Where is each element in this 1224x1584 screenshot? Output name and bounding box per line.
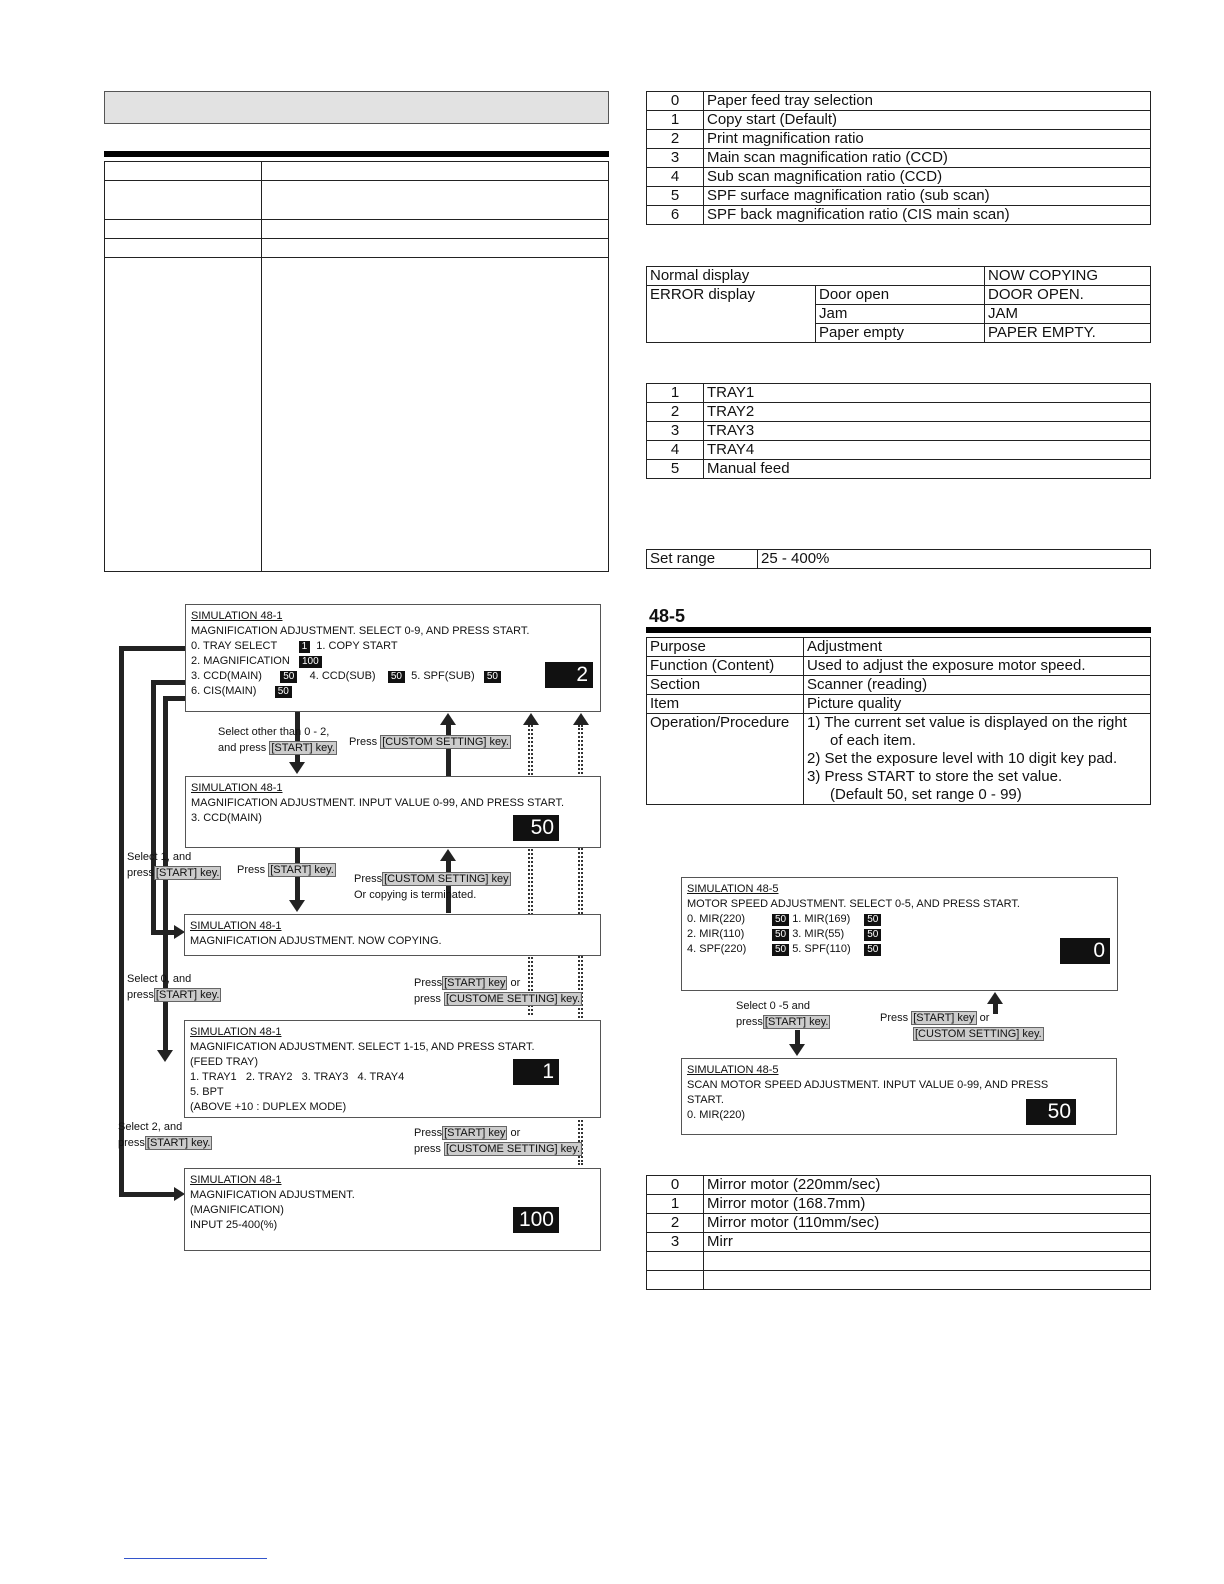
row-description: Print magnification ratio	[704, 130, 1151, 149]
screen-line: 0. MIR(220)	[687, 1109, 746, 1121]
value-badge: 100	[299, 656, 322, 668]
menu-row	[687, 912, 1112, 927]
row-description: TRAY4	[704, 441, 1151, 460]
error-name: Door open	[816, 286, 985, 305]
menu-item: 5. SPF(110)	[792, 943, 851, 955]
info-value: Adjustment	[804, 638, 1151, 657]
row-description: Main scan magnification ratio (CCD)	[704, 149, 1151, 168]
motor-table	[646, 1175, 1151, 1290]
screen-line: START.	[687, 1094, 724, 1106]
info-label: Item	[647, 695, 804, 714]
screen-title: SIMULATION 48-1	[191, 782, 283, 794]
tray-row	[647, 441, 1151, 460]
screen-line: (MAGNIFICATION)	[190, 1204, 284, 1216]
value-badge: 50	[772, 914, 789, 926]
sim48-1-screen-copying	[184, 914, 601, 956]
motor-row	[647, 1176, 1151, 1195]
note-press-custom: Press [CUSTOM SETTING] key.	[349, 736, 509, 748]
normal-display-value: NOW COPYING	[985, 267, 1151, 286]
screen-title: SIMULATION 48-1	[190, 920, 282, 932]
row-description: TRAY2	[704, 403, 1151, 422]
row-description	[704, 1252, 1151, 1271]
error-message: PAPER EMPTY.	[985, 324, 1151, 343]
screen-line: MAGNIFICATION ADJUSTMENT. NOW COPYING.	[190, 935, 442, 947]
menu-row	[687, 927, 1112, 942]
value-badge: 50	[388, 671, 405, 683]
note-select-other: Select other than 0 - 2, and press [START] key.	[218, 726, 335, 754]
row-description: Mirror motor (168.7mm)	[704, 1195, 1151, 1214]
info-row	[647, 695, 1151, 714]
screen-line: 1. TRAY1 2. TRAY2 3. TRAY3 4. TRAY4	[190, 1071, 405, 1083]
row-description: TRAY3	[704, 422, 1151, 441]
screen-title: SIMULATION 48-5	[687, 883, 779, 895]
item-cis-main: 6. CIS(MAIN)	[191, 685, 257, 697]
row-description: Mirr	[704, 1233, 1151, 1252]
error-name: Jam	[816, 305, 985, 324]
display-value: 1	[513, 1059, 559, 1085]
row-description: TRAY1	[704, 384, 1151, 403]
row-number: 0	[647, 1176, 704, 1195]
menu-item: 1. MIR(169)	[792, 913, 851, 925]
info-row	[647, 638, 1151, 657]
mode-row	[647, 187, 1151, 206]
item-copy-start: 1. COPY START	[316, 640, 398, 652]
arrow-down-icon	[789, 1044, 805, 1056]
screen-line: MOTOR SPEED ADJUSTMENT. SELECT 0-5, AND PRESS START.	[687, 898, 1020, 910]
arrow-down-icon	[289, 762, 305, 774]
screen-line: INPUT 25-400(%)	[190, 1219, 278, 1231]
arrow-down-icon	[289, 900, 305, 912]
row-number: 4	[647, 441, 704, 460]
note-select-0: Select 0, and press [START] key.	[127, 973, 220, 1001]
arrow-down-icon	[157, 1050, 173, 1062]
row-number: 3	[647, 422, 704, 441]
screen-line: MAGNIFICATION ADJUSTMENT. SELECT 1-15, AND PRESS START.	[190, 1041, 535, 1053]
item-ccd-sub: 4. CCD(SUB)	[309, 670, 376, 682]
value-badge: 50	[484, 671, 501, 683]
sim48-5-screen-select	[681, 877, 1118, 991]
screen-title: SIMULATION 48-1	[191, 610, 283, 622]
note-select-0-5: Select 0 -5 and press [START] key.	[736, 1000, 829, 1028]
info-label: Function (Content)	[647, 657, 804, 676]
arrow-up-icon	[987, 992, 1003, 1004]
mode-row	[647, 149, 1151, 168]
item-tray-select: 0. TRAY SELECT	[191, 640, 278, 652]
value-badge: 50	[864, 914, 881, 926]
row-number	[647, 1252, 704, 1271]
note-select-2: Select 2, and press [START] key.	[118, 1121, 211, 1149]
display-value: 100	[513, 1207, 559, 1233]
row-description: Mirror motor (220mm/sec)	[704, 1176, 1151, 1195]
info-label: Purpose	[647, 638, 804, 657]
mode-row	[647, 206, 1151, 225]
note-press-custom-2: Press [CUSTOM SETTING] key Or copying is terminated.	[354, 873, 509, 901]
arrow-up-icon	[573, 713, 589, 725]
menu-item: 0. MIR(220)	[687, 913, 746, 925]
mode-row	[647, 130, 1151, 149]
screen-line: (ABOVE +10 : DUPLEX MODE)	[190, 1101, 347, 1113]
menu-item: 4. SPF(220)	[687, 943, 747, 955]
row-number: 1	[647, 384, 704, 403]
screen-line: 5. BPT	[190, 1086, 224, 1098]
row-number: 3	[647, 149, 704, 168]
display-value: 2	[545, 662, 593, 688]
row-number: 4	[647, 168, 704, 187]
note-press-start-or-custom: Press [START] key or [CUSTOM SETTING] key.	[880, 1012, 1042, 1040]
motor-row	[647, 1214, 1151, 1233]
display-value: 50	[513, 815, 559, 841]
item-spf-sub: 5. SPF(SUB)	[411, 670, 475, 682]
error-name: Paper empty	[816, 324, 985, 343]
screen-line: MAGNIFICATION ADJUSTMENT. INPUT VALUE 0-99, AND PRESS START.	[191, 797, 565, 809]
range-label: Set range	[647, 550, 758, 569]
range-table	[646, 549, 1151, 569]
info-value: Picture quality	[804, 695, 1151, 714]
value-badge: 50	[772, 929, 789, 941]
row-number	[647, 1271, 704, 1290]
display-value: 50	[1026, 1099, 1076, 1125]
tray-row	[647, 460, 1151, 479]
menu-row	[687, 942, 1112, 957]
value-badge: 50	[280, 671, 297, 683]
arrow-up-icon	[440, 849, 456, 861]
menu-item: 3. MIR(55)	[792, 928, 845, 940]
value-badge: 50	[275, 686, 292, 698]
mode-table	[646, 91, 1151, 225]
arrow-up-icon	[523, 713, 539, 725]
row-description: SPF surface magnification ratio (sub scan)	[704, 187, 1151, 206]
row-number: 0	[647, 92, 704, 111]
start-key-label: [START] key.	[271, 742, 335, 754]
range-value: 25 - 400%	[758, 550, 1151, 569]
item-magnification: 2. MAGNIFICATION	[191, 655, 290, 667]
info-row	[647, 676, 1151, 695]
row-description: Paper feed tray selection	[704, 92, 1151, 111]
error-message: DOOR OPEN.	[985, 286, 1151, 305]
note-press-start-or-custom: Press [START] key or press [CUSTOME SETTING] key.	[414, 977, 581, 1005]
motor-row	[647, 1252, 1151, 1271]
info-value: Used to adjust the exposure motor speed.	[804, 657, 1151, 676]
note-press-start-or-custom-2: Press [START] key or press [CUSTOME SETTING] key.	[414, 1127, 581, 1155]
item-ccd-main: 3. CCD(MAIN)	[191, 670, 262, 682]
mode-row	[647, 92, 1151, 111]
row-description: Manual feed	[704, 460, 1151, 479]
row-description: Mirror motor (110mm/sec)	[704, 1214, 1151, 1233]
menu-item: 2. MIR(110)	[687, 928, 745, 940]
row-number: 1	[647, 1195, 704, 1214]
value-badge: 1	[299, 641, 311, 653]
mode-row	[647, 168, 1151, 187]
row-number: 5	[647, 460, 704, 479]
motor-row	[647, 1271, 1151, 1290]
row-number: 1	[647, 111, 704, 130]
procedure-label: Operation/Procedure	[647, 714, 804, 805]
screen-line: SCAN MOTOR SPEED ADJUSTMENT. INPUT VALUE 0-99, AND PRESS	[687, 1079, 1049, 1091]
row-description: Sub scan magnification ratio (CCD)	[704, 168, 1151, 187]
screen-title: SIMULATION 48-1	[190, 1174, 282, 1186]
sim-heading: 48-5	[649, 606, 686, 626]
bottom-link-underline	[124, 1558, 267, 1559]
row-number: 2	[647, 130, 704, 149]
note-press-start: Press [START] key.	[237, 864, 334, 876]
value-badge: 50	[772, 944, 789, 956]
note-select-1: Select 1, and press [START] key.	[127, 851, 220, 879]
screen-title: SIMULATION 48-1	[190, 1026, 282, 1038]
custom-setting-key-label: [CUSTOM SETTING] key.	[382, 736, 509, 748]
motor-row	[647, 1195, 1151, 1214]
row-description: Copy start (Default)	[704, 111, 1151, 130]
tray-row	[647, 403, 1151, 422]
motor-row	[647, 1233, 1151, 1252]
section-rule	[104, 151, 609, 157]
row-description	[704, 1271, 1151, 1290]
info-label: Section	[647, 676, 804, 695]
row-number: 3	[647, 1233, 704, 1252]
screen-line: (FEED TRAY)	[190, 1056, 259, 1068]
normal-display-label: Normal display	[647, 267, 985, 286]
row-number: 5	[647, 187, 704, 206]
header-grey-bar	[104, 91, 609, 124]
screen-line: MAGNIFICATION ADJUSTMENT. SELECT 0-9, AND PRESS START.	[191, 625, 530, 637]
tray-table	[646, 383, 1151, 479]
info-table-48-5	[646, 637, 1151, 805]
tray-row	[647, 422, 1151, 441]
procedure-steps: 1) The current set value is displayed on the right of each item. 2) Set the exposure level with 10 digit key pad. 3) Press START to store the set value. (Default 50, set range 0 - 99)	[804, 714, 1151, 805]
screen-title: SIMULATION 48-5	[687, 1064, 779, 1076]
error-display-label: ERROR display	[647, 286, 816, 343]
display-value: 0	[1060, 938, 1110, 964]
mode-row	[647, 111, 1151, 130]
empty-info-table	[104, 161, 609, 572]
row-number: 6	[647, 206, 704, 225]
sim48-1-screen-main	[185, 604, 601, 712]
screen-line: MAGNIFICATION ADJUSTMENT.	[190, 1189, 355, 1201]
display-table	[646, 266, 1151, 343]
row-description: SPF back magnification ratio (CIS main scan)	[704, 206, 1151, 225]
arrow-up-icon	[440, 713, 456, 725]
value-badge: 50	[864, 929, 881, 941]
section-rule	[646, 627, 1151, 633]
screen-line: 3. CCD(MAIN)	[191, 812, 262, 824]
row-number: 2	[647, 403, 704, 422]
error-message: JAM	[985, 305, 1151, 324]
value-badge: 50	[864, 944, 881, 956]
tray-row	[647, 384, 1151, 403]
row-number: 2	[647, 1214, 704, 1233]
info-value: Scanner (reading)	[804, 676, 1151, 695]
info-row	[647, 657, 1151, 676]
